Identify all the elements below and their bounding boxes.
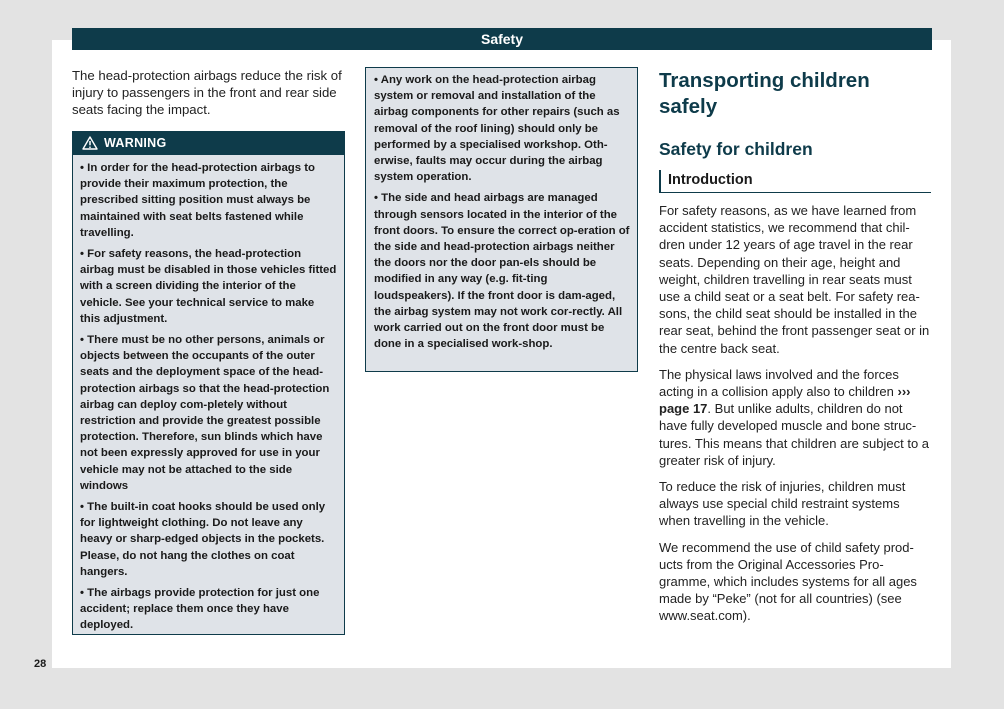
right-column xyxy=(659,68,931,625)
left-column xyxy=(72,67,344,118)
warning-item: • There must be no other persons, animals or objects between the occupants of the outer seats and the deployment space of the head-protection airbags so that the head-protection airbag can deploy com-pletely without restriction and provide the greatest possible protection. Therefore, sun blinds which have not been expressly approved for use in your vehicle may not be attached to the side windows xyxy=(80,334,330,492)
body-paragraph: The physical laws involved and the forces acting in a collision apply also to children ››› page 17. But unlike adults, children do not have fully developed muscle and bone struc-tures. This means that children are subject to a greater risk of injury. xyxy=(659,366,930,468)
warning-label: WARNING xyxy=(104,136,167,150)
warning-triangle-icon xyxy=(82,135,98,158)
section-heading: Safety for children xyxy=(659,139,813,159)
warning-box xyxy=(72,131,345,635)
warning-list xyxy=(73,155,344,634)
warning-item: • The airbags provide protection for just one accident; replace them once they have deployed. xyxy=(80,587,320,632)
page-reference-link[interactable]: ››› page 17 xyxy=(659,384,911,417)
chapter-title: Transporting children safely xyxy=(659,69,870,118)
body-paragraph: To reduce the risk of injuries, children must always use special child restraint systems when travelling in the vehicle. xyxy=(659,479,906,529)
warning-item: • Any work on the head-protection airbag system or removal and installation of the airbag components for other repairs (such as removal of the roof lining) should only be performed by a specialised workshop. Oth-erwise, faults may occur during the airbag system operation. xyxy=(374,74,620,184)
warning-item: • In order for the head-protection airbags to provide their maximum protection, the prescribed sitting position must always be maintained with seat belts fastened while travelling. xyxy=(80,162,315,239)
warning-item: • For safety reasons, the head-protection airbag must be disabled in those vehicles fitted with a screen dividing the interior of the vehicle. See your technical service to make this adjustment. xyxy=(80,248,337,325)
page-number: 28 xyxy=(34,658,47,670)
warning-continued-box xyxy=(365,67,638,372)
section-title: Safety xyxy=(480,31,524,47)
warning-item: • The built-in coat hooks should be used only for lightweight clothing. Do not leave any heavy or sharp-edged objects in the pockets. Please, do not hang the clothes on coat hangers. xyxy=(80,501,326,578)
subsection-heading: Introduction xyxy=(659,170,931,193)
warning-item: • The side and head airbags are managed through sensors located in the interior of the front doors. To ensure the correct op-eration of the side and head-protection airbags neither the doors nor the door pan-els should be modified in any way (e.g. fit-ting loudspeakers). If the front door is dam-aged, the airbag system may not work cor-rectly. All work carried out on the front door must be done in a specialised work-shop. xyxy=(374,192,630,351)
section-header xyxy=(72,28,932,50)
warning-header xyxy=(73,132,344,155)
body-paragraph: We recommend the use of child safety prod-ucts from the Original Accessories Pro-gramme, which includes systems for all ages made by “Peke” (not for all countries) (see www.seat.com). xyxy=(659,539,917,624)
body-paragraph: For safety reasons, as we have learned from accident statistics, we recommend that chil-dren under 12 years of age travel in the rear seats. Depending on their age, height and weight, children travelling in rear seats must use a child seat or a seat belt. For safety rea-sons, the child seat should be installed in the rear seat, behind the front passenger seat or in the centre back seat. xyxy=(659,203,930,356)
intro-paragraph: The head-protection airbags reduce the risk of injury to passengers in the front and rear side seats facing the impact. xyxy=(72,68,342,117)
